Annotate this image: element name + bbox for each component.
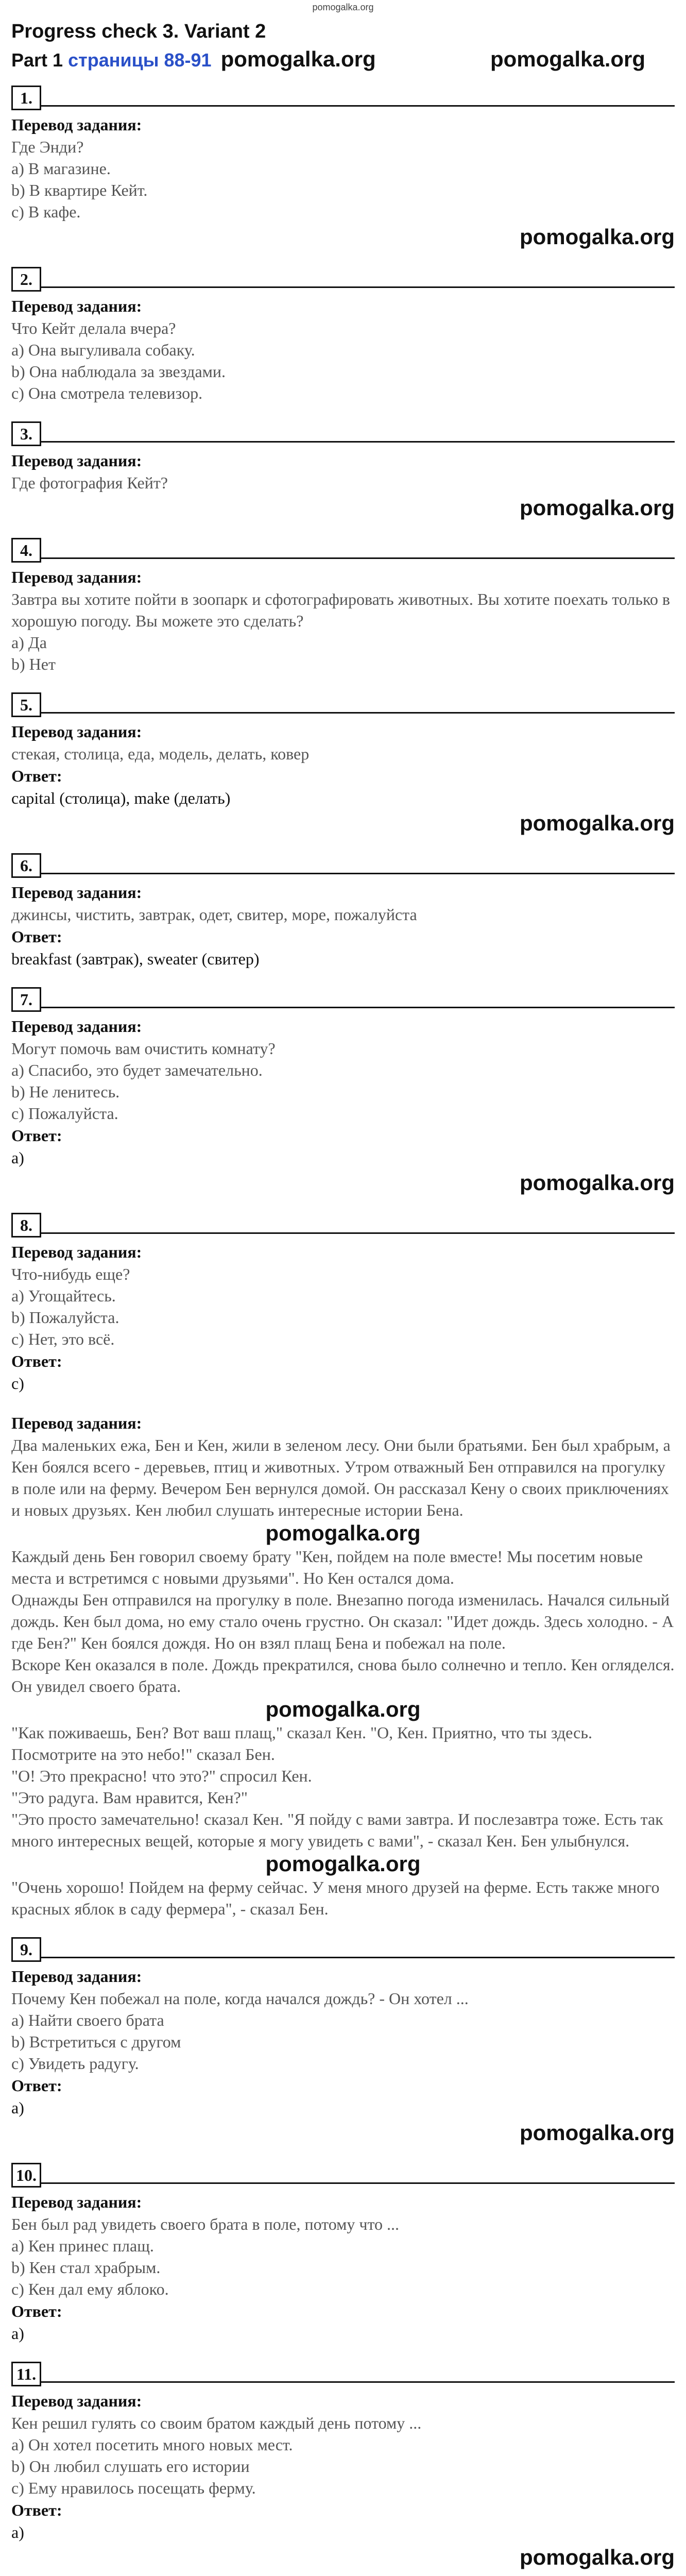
task-number-row bbox=[11, 853, 675, 878]
task-text: c) В кафе. bbox=[11, 202, 81, 221]
task-text: Завтра вы хотите пойти в зоопарк и сфотографировать животных. Вы хотите поехать только в хорошую погоду. Вы можете это сделать? bbox=[11, 590, 670, 630]
task-text: стекая, столица, еда, модель, делать, ковер bbox=[11, 744, 310, 763]
task-number: 5. bbox=[11, 692, 41, 717]
task-number-row bbox=[11, 2163, 675, 2188]
task-number: 8. bbox=[11, 1213, 41, 1238]
task-text: a) Он хотел посетить много новых мест. bbox=[11, 2435, 293, 2454]
task-text: Где Энди? bbox=[11, 138, 84, 156]
task-text: Могут помочь вам очистить комнату? bbox=[11, 1039, 276, 1058]
story-paragraph: "О! Это прекрасно! что это?" спросил Кен. bbox=[11, 1767, 312, 1785]
task-number: 6. bbox=[11, 853, 41, 878]
task-number-row bbox=[11, 421, 675, 446]
task-number-row bbox=[11, 692, 675, 717]
task-text: Что-нибудь еще? bbox=[11, 1265, 130, 1283]
part-label: Part 1 bbox=[11, 49, 63, 71]
story-paragraph: Однажды Бен отправился на прогулку в поле. Внезапно погода изменилась. Начался сильный дождь. Кен был дома, но ему стало очень грустно. Он сказал: "Идет дождь. Здесь холодно. - А где Бен?" Кен боялся дождя. Но он взял плащ Бена и побежал на поле. bbox=[11, 1590, 674, 1652]
watermark: pomogalka.org bbox=[519, 2121, 675, 2145]
divider bbox=[41, 2366, 675, 2383]
task-text: a) В магазине. bbox=[11, 159, 111, 178]
task-number: 1. bbox=[11, 86, 41, 110]
task-block bbox=[11, 86, 675, 249]
page-title: Progress check 3. Variant 2 bbox=[11, 21, 266, 42]
answer-label: Ответ: bbox=[11, 2076, 62, 2095]
task-text: b) В квартире Кейт. bbox=[11, 181, 148, 199]
watermark: pomogalka.org bbox=[519, 811, 675, 835]
task-block bbox=[11, 2362, 675, 2570]
answer-label: Ответ: bbox=[11, 1352, 62, 1370]
watermark: pomogalka.org bbox=[519, 1171, 675, 1195]
task-number-row bbox=[11, 86, 675, 110]
task-number-row bbox=[11, 2362, 675, 2386]
answer-text: breakfast (завтрак), sweater (свитер) bbox=[11, 950, 260, 968]
divider bbox=[41, 1217, 675, 1234]
top-watermark: pomogalka.org bbox=[312, 2, 374, 12]
task-number-row bbox=[11, 987, 675, 1012]
translation-label: Перевод задания: bbox=[11, 722, 142, 741]
answer-text: a) bbox=[11, 2324, 24, 2343]
divider bbox=[41, 271, 675, 288]
translation-label: Перевод задания: bbox=[11, 2193, 142, 2211]
task-block bbox=[11, 692, 675, 836]
task-block bbox=[11, 2163, 675, 2344]
task-number: 2. bbox=[11, 267, 41, 292]
task-text: Кен решил гулять со своим братом каждый день потому ... bbox=[11, 2414, 422, 2432]
task-text: c) Пожалуйста. bbox=[11, 1104, 118, 1123]
watermark: pomogalka.org bbox=[220, 47, 376, 71]
story-paragraph: Каждый день Бен говорил своему брату "Кен, пойдем на поле вместе! Мы посетим новые места и встретимся с новыми друзьями". Но Кен остался дома. bbox=[11, 1547, 643, 1587]
task-text: c) Кен дал ему яблоко. bbox=[11, 2280, 169, 2298]
divider bbox=[41, 1941, 675, 1958]
translation-label: Перевод задания: bbox=[11, 1967, 142, 1986]
part-heading bbox=[11, 46, 675, 73]
task-text: b) Он любил слушать его истории bbox=[11, 2457, 250, 2476]
task-number: 4. bbox=[11, 538, 41, 563]
answer-text: a) bbox=[11, 1148, 24, 1167]
task-block bbox=[11, 421, 675, 520]
task-number: 9. bbox=[11, 1937, 41, 1962]
translation-label: Перевод задания: bbox=[11, 568, 142, 586]
task-text: a) Спасибо, это будет замечательно. bbox=[11, 1061, 263, 1079]
answer-label: Ответ: bbox=[11, 927, 62, 946]
task-number: 3. bbox=[11, 421, 41, 446]
task-list bbox=[11, 86, 675, 1394]
divider bbox=[41, 542, 675, 559]
divider bbox=[41, 426, 675, 443]
translation-label: Перевод задания: bbox=[11, 1243, 142, 1261]
watermark: pomogalka.org bbox=[519, 2545, 675, 2569]
story-section bbox=[11, 1412, 675, 1920]
task-list-2 bbox=[11, 1937, 675, 2570]
task-number: 11. bbox=[11, 2362, 41, 2386]
task-text: a) Да bbox=[11, 633, 47, 652]
translation-label: Перевод задания: bbox=[11, 2392, 142, 2410]
task-text: Где фотография Кейт? bbox=[11, 473, 168, 492]
task-text: a) Угощайтесь. bbox=[11, 1286, 116, 1305]
answer-label: Ответ: bbox=[11, 2501, 62, 2519]
task-text: c) Ему нравилось посещать ферму. bbox=[11, 2479, 256, 2497]
task-text: c) Нет, это всё. bbox=[11, 1330, 115, 1348]
answer-text: a) bbox=[11, 2523, 24, 2541]
story-paragraph: "Как поживаешь, Бен? Вот ваш плащ," сказал Кен. "О, Кен. Приятно, что ты здесь. Посмотрите на это небо!" сказал Бен. bbox=[11, 1723, 592, 1764]
task-number: 7. bbox=[11, 987, 41, 1012]
translation-label: Перевод задания: bbox=[11, 1017, 142, 1036]
story-paragraph: "Очень хорошо! Пойдем на ферму сейчас. У меня много друзей на ферме. Есть также много красных яблок в саду фермера", - сказал Бен. bbox=[11, 1878, 660, 1918]
answer-label: Ответ: bbox=[11, 767, 62, 785]
watermark: pomogalka.org bbox=[265, 1697, 421, 1721]
task-number-row bbox=[11, 538, 675, 563]
task-text: b) Она наблюдала за звездами. bbox=[11, 362, 226, 381]
divider bbox=[41, 991, 675, 1008]
task-text: a) Она выгуливала собаку. bbox=[11, 341, 195, 359]
story-paragraph: "Это радуга. Вам нравится, Кен?" bbox=[11, 1788, 248, 1807]
answer-text: capital (столица), make (делать) bbox=[11, 789, 231, 807]
translation-label: Перевод задания: bbox=[11, 883, 142, 902]
task-block bbox=[11, 538, 675, 675]
task-text: Почему Кен побежал на поле, когда начался дождь? - Он хотел ... bbox=[11, 1989, 469, 2008]
answer-text: a) bbox=[11, 2098, 24, 2117]
task-block bbox=[11, 267, 675, 404]
story-paragraph: Два маленьких ежа, Бен и Кен, жили в зеленом лесу. Они были братьями. Бен был храбрым, а Кен боялся всего - деревьев, птиц и животных. Утром отважный Бен отправился на прогулку в поле или на ферму. Вечером Бен вернулся домой. Он рассказал Кену о своих приключениях и новых друзьях. Кен любил слушать интересные истории Бена. bbox=[11, 1436, 671, 1519]
task-number-row bbox=[11, 267, 675, 292]
task-text: Что Кейт делала вчера? bbox=[11, 319, 176, 337]
task-block bbox=[11, 1937, 675, 2145]
task-number-row bbox=[11, 1937, 675, 1962]
translation-label: Перевод задания: bbox=[11, 451, 142, 470]
task-text: c) Она смотрела телевизор. bbox=[11, 384, 203, 402]
story-paragraph: Вскоре Кен оказался в поле. Дождь прекратился, снова было солнечно и тепло. Кен огляделся. Он увидел своего брата. bbox=[11, 1655, 675, 1696]
story-paragraph: "Это просто замечательно! сказал Кен. "Я пойду с вами завтра. И послезавтра тоже. Есть так много интересных вещей, которые я могу увидеть с вами", - сказал Кен. Бен улыбнулся. bbox=[11, 1810, 663, 1850]
task-number-row bbox=[11, 1213, 675, 1238]
watermark: pomogalka.org bbox=[519, 496, 675, 520]
task-text: c) Увидеть радугу. bbox=[11, 2054, 139, 2073]
answer-label: Ответ: bbox=[11, 1126, 62, 1145]
translation-label: Перевод задания: bbox=[11, 297, 142, 315]
task-text: a) Найти своего брата bbox=[11, 2011, 164, 2029]
watermark: pomogalka.org bbox=[265, 1852, 421, 1876]
watermark: pomogalka.org bbox=[490, 47, 646, 71]
story-text bbox=[11, 1434, 675, 1920]
answer-label: Ответ: bbox=[11, 2302, 62, 2320]
worksheet-page bbox=[11, 19, 675, 2576]
task-text: b) Встретиться с другом bbox=[11, 2032, 181, 2051]
task-text: a) Кен принес плащ. bbox=[11, 2236, 154, 2255]
divider bbox=[41, 2167, 675, 2184]
task-block bbox=[11, 1213, 675, 1394]
task-text: b) Кен стал храбрым. bbox=[11, 2258, 161, 2277]
task-text: b) Не ленитесь. bbox=[11, 1082, 120, 1101]
translation-label: Перевод задания: bbox=[11, 115, 142, 134]
watermark: pomogalka.org bbox=[519, 225, 675, 249]
task-text: b) Пожалуйста. bbox=[11, 1308, 119, 1327]
part-pages-link[interactable]: страницы 88-91 bbox=[68, 49, 212, 71]
task-text: джинсы, чистить, завтрак, одет, свитер, море, пожалуйста bbox=[11, 905, 417, 924]
watermark: pomogalka.org bbox=[265, 1521, 421, 1545]
divider bbox=[41, 857, 675, 874]
task-block bbox=[11, 987, 675, 1195]
divider bbox=[41, 90, 675, 107]
task-block bbox=[11, 853, 675, 970]
divider bbox=[41, 697, 675, 714]
answer-text: c) bbox=[11, 1374, 24, 1393]
task-number: 10. bbox=[11, 2163, 41, 2188]
task-text: Бен был рад увидеть своего брата в поле, потому что ... bbox=[11, 2215, 400, 2233]
task-text: b) Нет bbox=[11, 655, 56, 673]
story-label: Перевод задания: bbox=[11, 1414, 142, 1432]
